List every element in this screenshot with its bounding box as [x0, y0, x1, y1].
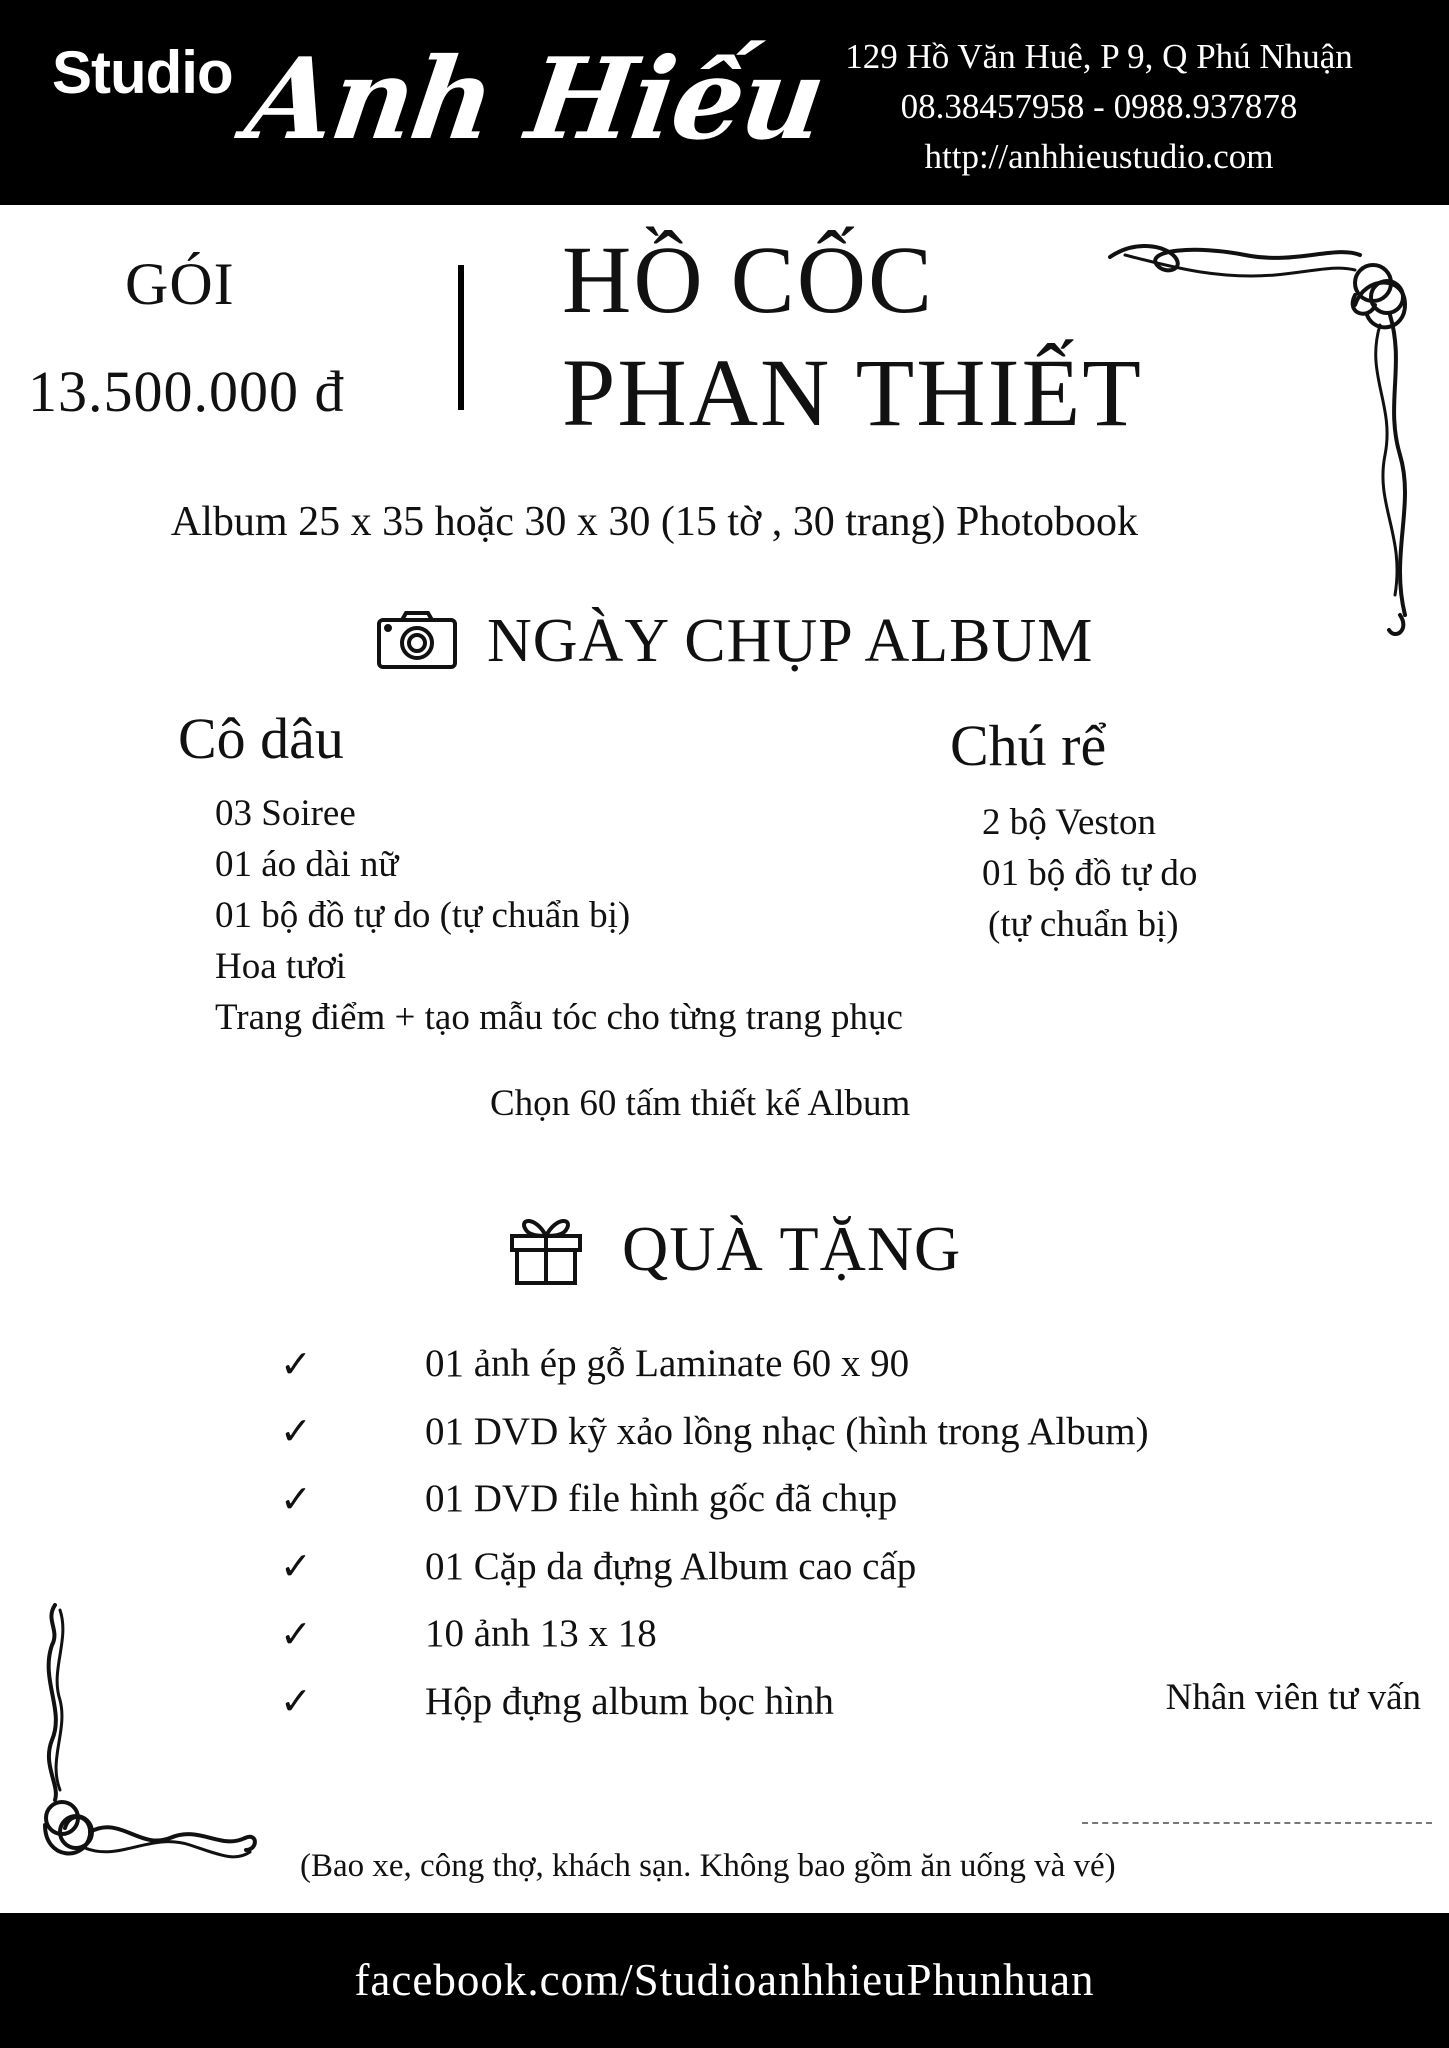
gift-item-text: 10 ảnh 13 x 18 — [425, 1612, 657, 1656]
footnote: (Bao xe, công thợ, khách sạn. Không bao gồm ăn uống và vé) — [300, 1848, 1116, 1884]
package-label: GÓI — [125, 251, 235, 317]
check-icon: ✓ — [280, 1679, 312, 1724]
package-title-line1: HỒ CỐC — [562, 226, 935, 333]
logo-name-text: Anh Hiếu — [238, 34, 832, 165]
check-icon: ✓ — [280, 1544, 312, 1589]
gift-list — [280, 1330, 1149, 1735]
list-item: 01 bộ đồ tự do (tự chuẩn bị) — [215, 895, 631, 936]
bride-item-list — [215, 788, 903, 1043]
signature-line — [1082, 1822, 1432, 1824]
gifts-section-title: QUÀ TẶNG — [622, 1213, 962, 1284]
list-item: Hoa tươi — [215, 946, 347, 987]
website-link[interactable]: http://anhhieustudio.com — [924, 137, 1274, 176]
list-item — [280, 1465, 1149, 1533]
gift-icon — [508, 1210, 584, 1286]
list-item: Trang điểm + tạo mẫu tóc cho từng trang phục — [215, 997, 903, 1038]
package-price: 13.500.000 đ — [28, 359, 345, 424]
gift-item-text: 01 DVD file hình gốc đã chụp — [425, 1477, 898, 1521]
list-item: 03 Soiree — [215, 793, 356, 834]
list-item: 01 áo dài nữ — [215, 844, 399, 885]
bride-heading: Cô dâu — [178, 706, 344, 771]
check-icon: ✓ — [280, 1341, 312, 1386]
list-item — [280, 1668, 1149, 1736]
camera-icon — [376, 610, 458, 670]
address-text: 129 Hồ Văn Huê, P 9, Q Phú Nhuận — [845, 37, 1353, 76]
shoot-section-title: NGÀY CHỤP ALBUM — [487, 607, 1094, 675]
consultant-label: Nhân viên tư vấn — [1165, 1677, 1421, 1718]
check-icon: ✓ — [280, 1476, 312, 1521]
facebook-link[interactable]: facebook.com/StudioanhhieuPhunhuan — [354, 1955, 1095, 2005]
list-item — [280, 1600, 1149, 1668]
check-icon: ✓ — [280, 1611, 312, 1656]
groom-item-list — [982, 797, 1197, 950]
gift-item-text: 01 DVD kỹ xảo lồng nhạc (hình trong Album) — [425, 1409, 1149, 1453]
list-item — [280, 1398, 1149, 1466]
list-item — [280, 1533, 1149, 1601]
gift-item-text: Hộp đựng album bọc hình — [425, 1679, 834, 1723]
album-spec: Album 25 x 35 hoặc 30 x 30 (15 tờ , 30 trang) Photobook — [170, 499, 1139, 545]
package-divider — [458, 265, 464, 410]
list-item: 2 bộ Veston — [982, 802, 1157, 843]
logo-studio-text: Studio — [52, 39, 233, 106]
groom-heading: Chú rể — [950, 713, 1107, 778]
package-title-line2: PHAN THIẾT — [562, 339, 1143, 446]
check-icon: ✓ — [280, 1409, 312, 1454]
corner-ornament-top-right-icon — [1105, 235, 1425, 645]
design-note: Chọn 60 tấm thiết kế Album — [490, 1083, 911, 1124]
gift-item-text: 01 ảnh ép gỗ Laminate 60 x 90 — [425, 1342, 910, 1386]
corner-ornament-bottom-left-icon — [30, 1600, 260, 1880]
list-item: (tự chuẩn bị) — [988, 904, 1179, 945]
phone-text: 08.38457958 - 0988.937878 — [900, 87, 1298, 126]
gift-item-text: 01 Cặp da đựng Album cao cấp — [425, 1544, 917, 1588]
list-item — [280, 1330, 1149, 1398]
contact-info — [779, 32, 1419, 182]
list-item: 01 bộ đồ tự do — [982, 853, 1198, 894]
